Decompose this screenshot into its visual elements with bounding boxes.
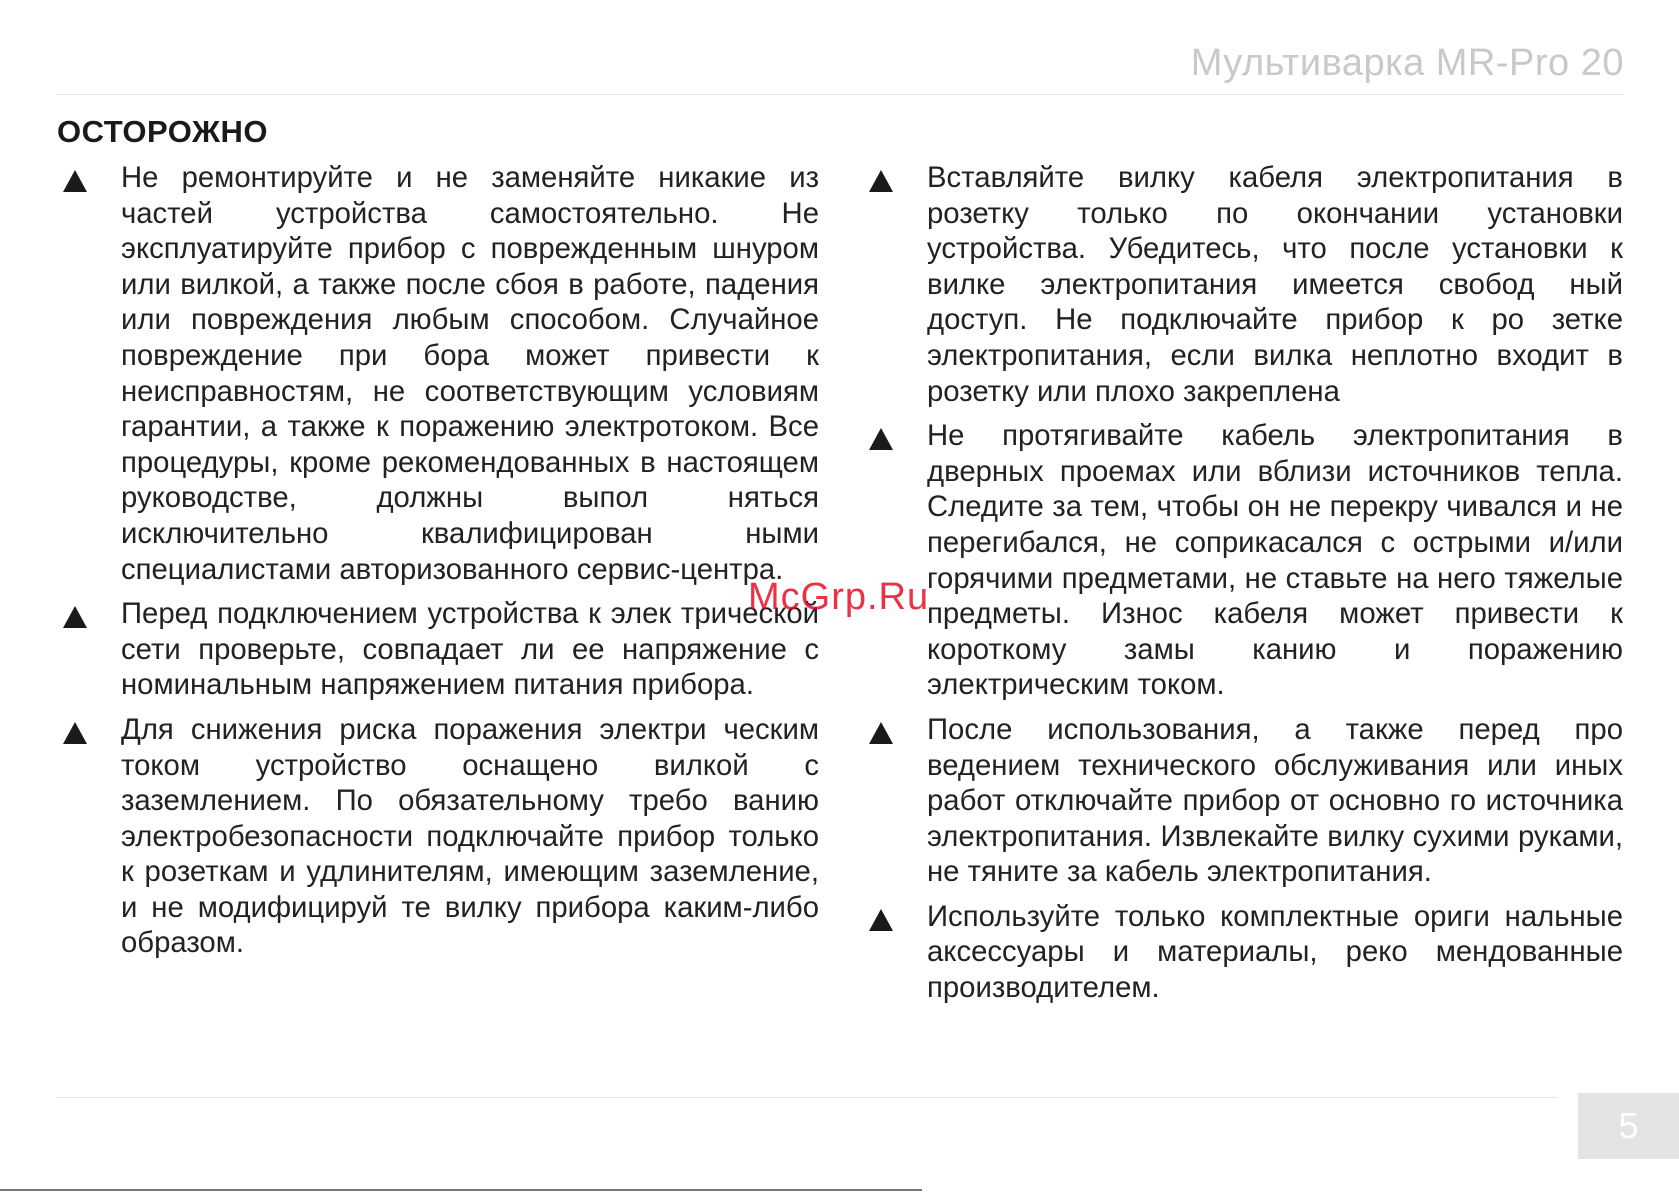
section-title: ОСТОРОЖНО: [57, 114, 268, 149]
page-number: 5: [1618, 1105, 1639, 1146]
warning-item: [57, 160, 819, 587]
document-header-title: Мультиварка MR-Pro 20: [1190, 42, 1624, 84]
warning-triangle-icon: [869, 428, 893, 450]
warning-text: Вставляйте вилку кабеля электропитания в розетку только по окончании установки устройства. Убедитесь, что после установки к вилке электропитания имеется свобод ный доступ. Не подключайте прибор к ро зетке электропитания, если вилка неплотно входит в розетку или плохо закреплена: [927, 161, 1623, 408]
header-divider: [56, 94, 1624, 95]
warning-triangle-icon: [63, 722, 87, 744]
warning-text: Перед подключением устройства к элек трической сети проверьте, совпадает ли ее напряжение с номинальным напряжением питания прибора.: [121, 597, 819, 702]
warning-text: Для снижения риска поражения электри ческим током устройство оснащено вилкой с заземлением. По обязательному требо ванию электробезопасности подключайте прибор только к розеткам и удлинителям, имеющим заземление, и не модифицируй те вилку прибора каким-либо образом.: [121, 712, 819, 960]
warning-text: Не протягивайте кабель электропитания в дверных проемах или вблизи источников тепла. Следите за тем, чтобы он не перекру чивался и не перегибался, не соприкасался с острыми и/или горячими предметами, не ставьте на него тяжелые предметы. Износ кабеля может привести к короткому замы канию и поражению электрическим током.: [927, 419, 1623, 702]
warning-triangle-icon: [63, 170, 87, 192]
right-column: [863, 160, 1623, 1015]
warning-item: [57, 712, 819, 961]
warning-text: Не ремонтируйте и не заменяйте никакие из частей устройства самостоятельно. Не эксплуатируйте прибор с поврежденным шнуром или вилкой, а также после сбоя в работе, падения или повреждения любым способом. Случайное повреждение при бора может привести к неисправностям, не соответствующим условиям гарантии, а также к поражению электротоком. Все процедуры, кроме рекомендованных в настоящем руководстве, должны выпол няться исключительно квалифицирован ными специалистами авторизованного сервис-центра.: [121, 161, 819, 586]
warning-item: [863, 899, 1623, 1006]
warning-item: [863, 712, 1623, 890]
warning-text: После использования, а также перед про ведением технического обслуживания или иных работ отключайте прибор от основно го источника электропитания. Извлекайте вилку сухими руками, не тяните за кабель электропитания.: [927, 712, 1623, 889]
warning-triangle-icon: [869, 722, 893, 744]
footer-divider: [56, 1097, 1558, 1098]
warning-item: [57, 596, 819, 703]
watermark: McGrp.Ru: [748, 576, 930, 618]
warning-text: Используйте только комплектные ориги нальные аксессуары и материалы, реко мендованные производителем.: [927, 899, 1623, 1005]
warning-item: [863, 160, 1623, 409]
warning-item: [863, 418, 1623, 703]
warning-triangle-icon: [869, 909, 893, 931]
bottom-edge-line: [0, 1189, 922, 1191]
warning-triangle-icon: [63, 606, 87, 628]
warning-triangle-icon: [869, 170, 893, 192]
page-number-box: [1578, 1093, 1679, 1159]
left-column: [57, 160, 819, 970]
